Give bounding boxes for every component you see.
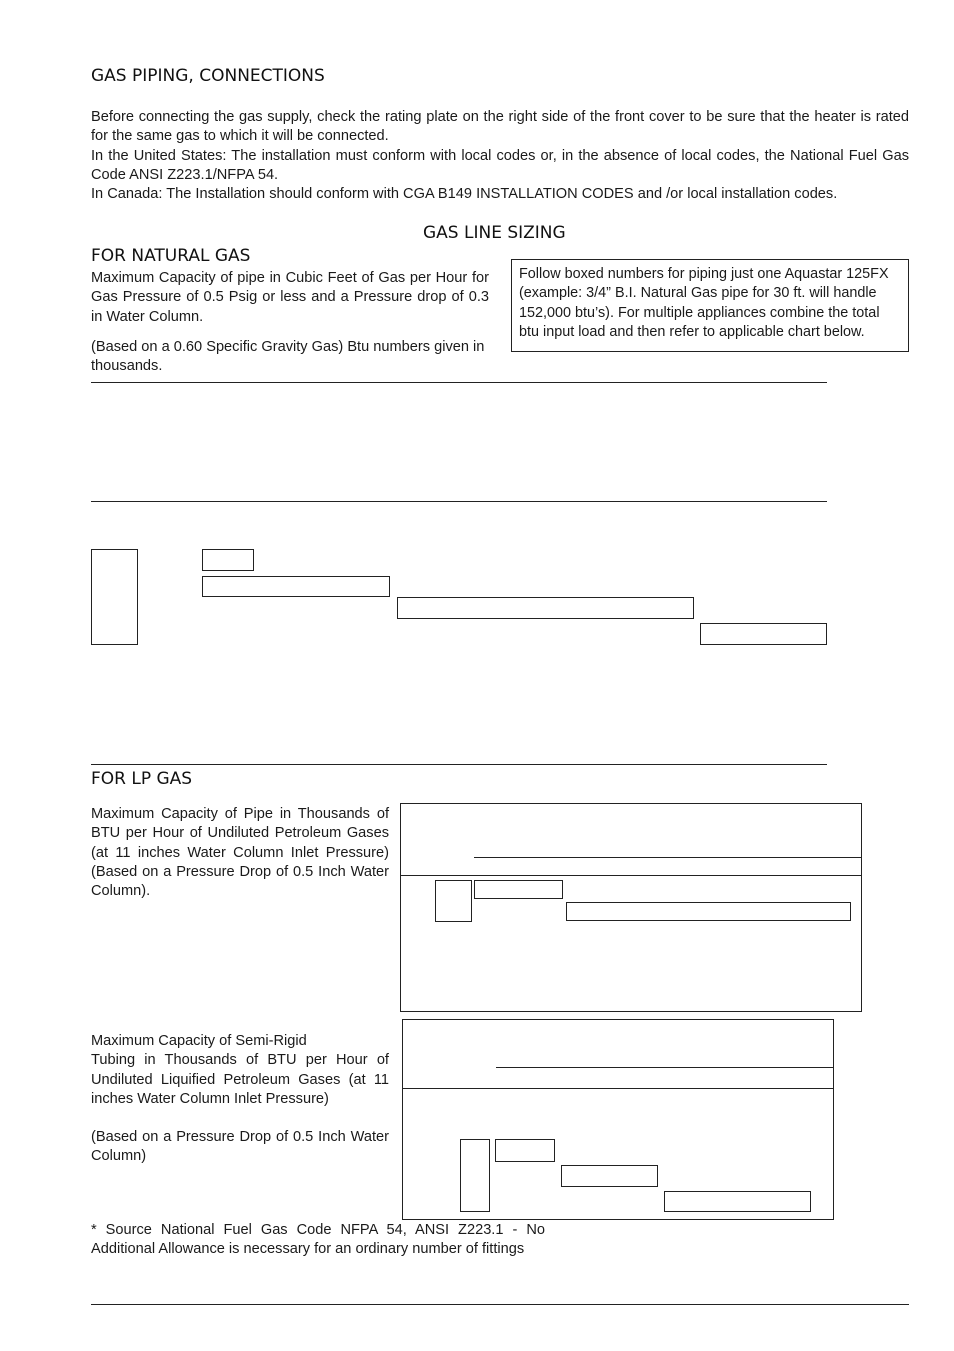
- intro-rating-plate: Before connecting the gas supply, check the rating plate on the right side of the front cover to be sure that the heater is rated for the same gas to which it will be connected.: [91, 109, 909, 145]
- boxed-number-outline: [435, 880, 472, 922]
- boxed-number-outline: [91, 549, 138, 645]
- lp-pipe-description: Maximum Capacity of Pipe in Thousands of BTU per Hour of Undiluted Petroleum Gases (at 11 inches Water Column Inlet Pressure) (Based on a Pressure Drop of 0.5 Inch Water Column).: [91, 806, 389, 900]
- lp-pipe-subheader-rule: [474, 857, 861, 858]
- gas-line-sizing-title: GAS LINE SIZING: [423, 223, 566, 243]
- lp-tubing-subheader-rule: [496, 1067, 833, 1068]
- lp-tubing-note: (Based on a Pressure Drop of 0.5 Inch Water Column): [91, 1129, 389, 1165]
- lp-tubing-description: [91, 1032, 389, 1167]
- boxed-number-outline: [664, 1191, 811, 1212]
- boxed-number-outline: [561, 1165, 658, 1187]
- boxed-number-outline: [700, 623, 827, 645]
- intro-canada: In Canada: The Installation should conform with CGA B149 INSTALLATION CODES and /or local installation codes.: [91, 186, 838, 203]
- boxed-number-outline: [474, 880, 563, 899]
- table-bottom-rule: [91, 764, 827, 765]
- intro-united-states: In the United States: The installation must conform with local codes or, in the absence of local codes, the National Fuel Gas Code ANSI Z223.1/NFPA 54.: [91, 147, 909, 183]
- lp-tubing-text: Tubing in Thousands of BTU per Hour of Undiluted Liquified Petroleum Gases (at 11 inches Water Column Inlet Pressure): [91, 1052, 389, 1107]
- lp-tubing-title: Maximum Capacity of Semi-Rigid: [91, 1033, 307, 1049]
- table-top-rule: [91, 382, 827, 383]
- boxed-number-outline: [495, 1139, 555, 1162]
- boxed-number-outline: [460, 1139, 490, 1212]
- section-title: GAS PIPING, CONNECTIONS: [91, 66, 325, 86]
- lp-tubing-header-rule: [403, 1088, 834, 1089]
- natural-gas-note: (Based on a 0.60 Specific Gravity Gas) Btu numbers given in thousands.: [91, 339, 485, 375]
- callout-text: Follow boxed numbers for piping just one Aquastar 125FX (example: 3/4” B.I. Natural Gas pipe for 30 ft. will handle 152,000 btu’s). For multiple appliances combine the total btu input load and then refer to applicable chart below.: [519, 266, 889, 341]
- lp-pipe-header-rule: [401, 875, 862, 876]
- table-header-rule: [91, 501, 827, 502]
- intro-paragraph: [91, 108, 909, 204]
- boxed-number-outline: [202, 549, 254, 571]
- lp-gas-heading: FOR LP GAS: [91, 769, 193, 789]
- boxed-number-outline: [202, 576, 390, 597]
- footnote: * Source National Fuel Gas Code NFPA 54, ANSI Z223.1 - No Additional Allowance is necessary for an ordinary number of fittings: [91, 1222, 545, 1258]
- callout-box: [511, 259, 909, 352]
- natural-gas-description: Maximum Capacity of pipe in Cubic Feet of Gas per Hour for Gas Pressure of 0.5 Psig or less and a Pressure drop of 0.3 in Water Column.: [91, 270, 489, 325]
- page-footer-rule: [91, 1304, 909, 1305]
- boxed-number-outline: [566, 902, 851, 921]
- boxed-number-outline: [397, 597, 694, 619]
- natural-gas-heading: FOR NATURAL GAS: [91, 246, 251, 266]
